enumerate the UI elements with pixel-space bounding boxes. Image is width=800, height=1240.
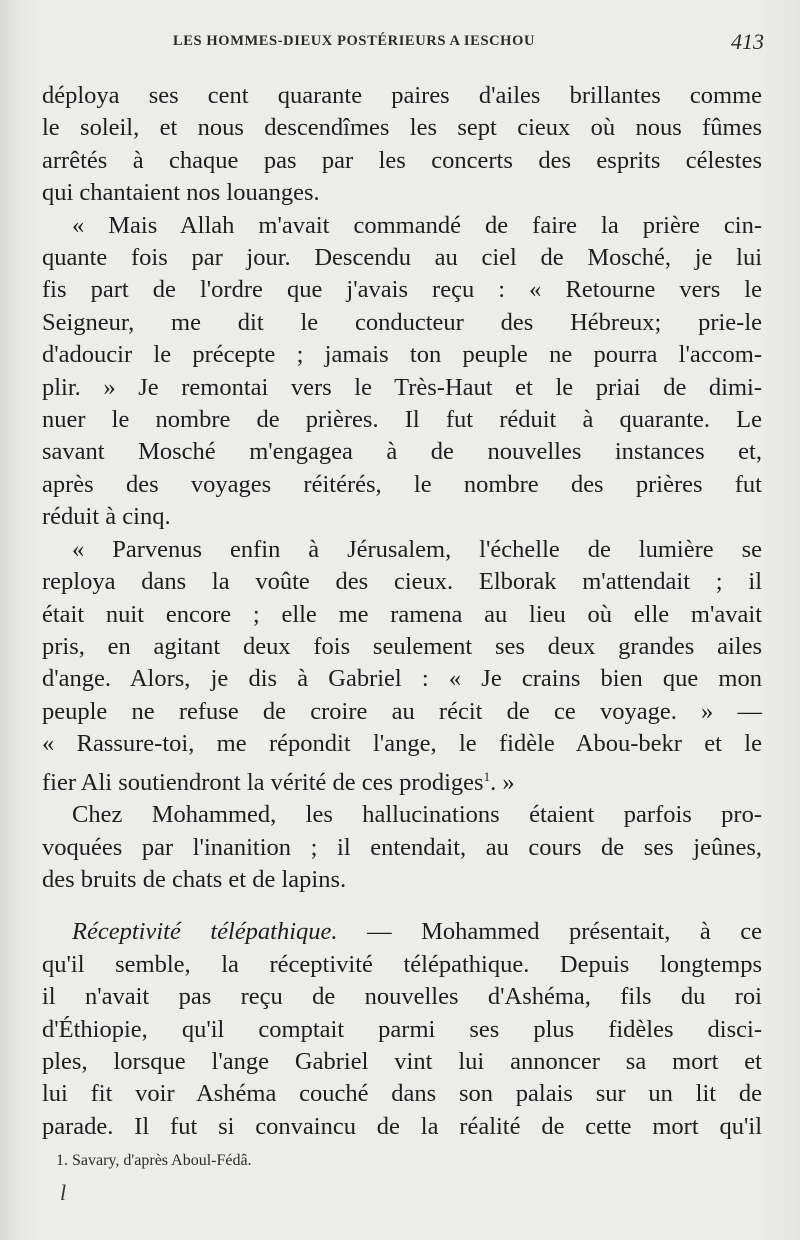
text-line: reploya dans la voûte des cieux. Elborak m'attendait ; il bbox=[42, 568, 762, 596]
text-line: fis part de l'ordre que j'avais reçu : « Retourne vers le bbox=[42, 276, 762, 304]
paragraph bbox=[42, 916, 762, 1143]
text-line: « Rassure-toi, me répondit l'ange, le fidèle Abou-bekr et le bbox=[42, 730, 762, 758]
text-line: voquées par l'inanition ; il entendait, au cours de ses jeûnes, bbox=[42, 833, 762, 861]
text-line: des bruits de chats et de lapins. bbox=[42, 865, 347, 893]
text-line: Seigneur, me dit le conducteur des Hébreux; prie-le bbox=[42, 308, 762, 336]
text-line: après des voyages réitérés, le nombre des prières fut bbox=[42, 470, 762, 498]
text-line: peuple ne refuse de croire au récit de ce voyage. » — bbox=[42, 697, 762, 725]
paragraph bbox=[42, 799, 762, 896]
footnote: 1. Savary, d'après Aboul-Fédâ. bbox=[56, 1152, 252, 1169]
text-line: déployа ses cent quarante paires d'ailes brillantes comme bbox=[42, 82, 762, 109]
paragraph bbox=[42, 210, 762, 534]
body-text bbox=[42, 80, 762, 1143]
page-header bbox=[0, 29, 800, 57]
text-line: ples, lorsque l'ange Gabriel vint lui annoncer sa mort et bbox=[42, 1047, 762, 1075]
text-segment: — Mohammed présentait, à ce bbox=[337, 918, 762, 946]
text-line: « Mais Allah m'avait commandé de faire la prière cin- bbox=[72, 211, 762, 239]
paragraph bbox=[42, 80, 762, 210]
text-line: arrêtés à chaque pas par les concerts des esprits célestes bbox=[42, 146, 762, 174]
paragraph bbox=[42, 534, 762, 799]
text-line: « Parvenus enfin à Jérusalem, l'échelle de lumière se bbox=[72, 535, 762, 563]
text-line bbox=[42, 916, 762, 948]
text-line: d'adoucir le précepte ; jamais ton peuple ne pourra l'accom- bbox=[42, 341, 762, 369]
text-line: plir. » Je remontai vers le Très-Haut et le priai de dimi- bbox=[42, 373, 762, 401]
page-number: 413 bbox=[731, 29, 764, 54]
text-line: Chez Mohammed, les hallucinations étaient parfois pro- bbox=[72, 801, 762, 829]
text-line bbox=[42, 761, 762, 800]
text-line: savant Mosché m'engagea à de nouvelles instances et, bbox=[42, 438, 762, 466]
text-line: qu'il semble, la réceptivité télépathique. Depuis longtemps bbox=[42, 950, 762, 978]
text-line: le soleil, et nous descendîmes les sept cieux où nous fûmes bbox=[42, 114, 762, 142]
text-line: d'Éthiopie, qu'il comptait parmi ses plus fidèles disci- bbox=[42, 1015, 762, 1043]
text-line: était nuit encore ; elle me ramena au lieu où elle m'avait bbox=[42, 600, 762, 628]
text-line: il n'avait pas reçu de nouvelles d'Ashéma, fils du roi bbox=[42, 983, 762, 1011]
text-line: quante fois par jour. Descendu au ciel de Mosché, je lui bbox=[42, 244, 762, 272]
text-line: réduit à cinq. bbox=[42, 503, 171, 531]
section-title: Réceptivité télépathique. bbox=[72, 918, 338, 946]
text-line: d'ange. Alors, je dis à Gabriel : « Je crains bien que mon bbox=[42, 665, 762, 693]
bottom-mark: l bbox=[60, 1180, 67, 1205]
text-line: lui fit voir Ashéma couché dans son palais sur un lit de bbox=[42, 1080, 762, 1108]
footnote-ref: 1 bbox=[483, 768, 491, 784]
text-line: parade. Il fut si convaincu de la réalité de cette mort qu'il bbox=[42, 1112, 762, 1140]
text-line: qui chantaient nos louanges. bbox=[42, 179, 320, 207]
text-segment: fier Ali soutiendront la vérité de ces prodiges bbox=[42, 768, 484, 796]
text-segment: . » bbox=[490, 768, 515, 796]
text-line: pris, en agitant deux fois seulement ses deux grandes ailes bbox=[42, 632, 762, 660]
paragraph-gap bbox=[42, 896, 762, 916]
running-head: LES HOMMES-DIEUX POSTÉRIEURS A IESCHOU bbox=[173, 33, 536, 49]
text-line: nuer le nombre de prières. Il fut réduit à quarante. Le bbox=[42, 406, 762, 434]
